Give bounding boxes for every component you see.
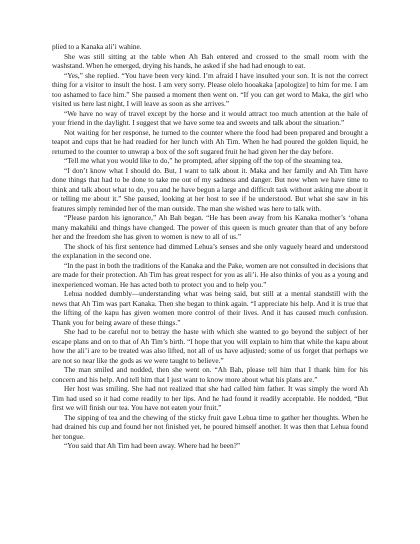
paragraph: The man smiled and nodded, then she went on. “Ah Bah, please tell him that I thank him for his concern and his help. And tell him that I just want to know more about what his plans are.”: [52, 365, 368, 384]
paragraph: plied to a Kanaka ali’i wahine.: [52, 42, 142, 51]
paragraph: The sipping of tea and the chewing of the sticky fruit gave Lehua time to gather her thoughts. When he had drained his cup and found her not finished yet, he poured himself another. It was then that Lehua found her tongue.: [52, 412, 368, 441]
paragraph: “Yes,” she replied. “You have been very kind. I’m afraid I have insulted your son. It is not the correct thing for a visitor to insult the host. I am very sorry. Please olelo hooakaka [apologize] to him for me. I am too ashamed to face him.” She paused a moment then went on. “If you can get word to Maka, the girl who visited us here last night, I will leave as soon as she arrives.”: [52, 70, 368, 108]
paragraph: “I don’t know what I should do. But, I want to talk about it. Maka and her family and Ah Tim have done things that had to be done to take me out of my sadness and danger. But now when we have time to think and talk about what to do, you and he have begun a large and difficult task without asking me about it or telling me about it.” She paused, looking at her host to see if he understood. But what she saw in his features simply reminded her of the man outside. The man she wished was here to talk with.: [52, 165, 368, 213]
paragraph: “In the past in both the traditions of the Kanaka and the Pake, women are not consulted in decisions that are made for their protection. Ah Tim has great respect for you as ali’i. He also thinks of you as a young and inexperienced woman. He has acted both to protect you and to help you.”: [52, 260, 368, 289]
paragraph: Not waiting for her response, he turned to the counter where the food had been prepared and brought a teapot and cups that he had readied for her lunch with Ah Tim. When he had poured the golden liquid, he returned to the counter to unwrap a box of the soft sugared fruit he had given her the day before.: [52, 127, 368, 156]
paragraph: The shock of his first sentence had dimmed Lehua’s senses and she only vaguely heard and understood the explanation in the second one.: [52, 241, 368, 260]
paragraph: “Tell me what you would like to do,” he prompted, after sipping off the top of the steaming tea.: [64, 156, 343, 165]
paragraph: “You said that Ah Tim had been away. Where had he been?”: [64, 441, 241, 450]
paragraph: “We have no way of travel except by the horse and it would attract too much attention at the hale of your friend in the daylight. I suggest that we have some tea and sweets and talk about the situation.”: [52, 108, 368, 127]
paragraph: Her host was smiling. She had not realized that she had called him father. It was simply the word Ah Tim had used so it had come readily to her lips. And he had found it readily acceptable. He nodded, “But first we will finish our tea. You have not eaten your fruit.”: [52, 384, 368, 412]
paragraph: Lehua nodded dumbly—understanding what was being said, but still at a mental standstill with the news that Ah Tim was part Kanaka. Then she began to think again. “I appreciate his help. And it is true that the lifting of the kapu has given women more control of their lives. And it has caused much confusion. Thank you for being aware of these things.”: [52, 289, 368, 327]
paragraph: “Please pardon his ignorance,” Ah Bah began. “He has been away from his Kanaka mother’s ‘ohana many makahiki and things have changed. The power of this queen is much greater than that of any before her and the freedom she has given to women is new to all of us.”: [52, 213, 368, 241]
paragraph: She was still sitting at the table when Ah Bah entered and crossed to the small room with the washstand. When he emerged, drying his hands, he asked if she had had enough to eat.: [52, 51, 368, 70]
book-page: [52, 42, 368, 451]
paragraph: She had to be careful not to betray the haste with which she wanted to go beyond the subject of her escape plans and on to that of Ah Tim’s birth. “I hope that you will explain to him that while the kapu about how the ali’i are to be treated was also lifted, not all of us have adjusted; some of us forget that perhaps we are not so near like the gods as we were taught to believe.”: [52, 327, 368, 365]
